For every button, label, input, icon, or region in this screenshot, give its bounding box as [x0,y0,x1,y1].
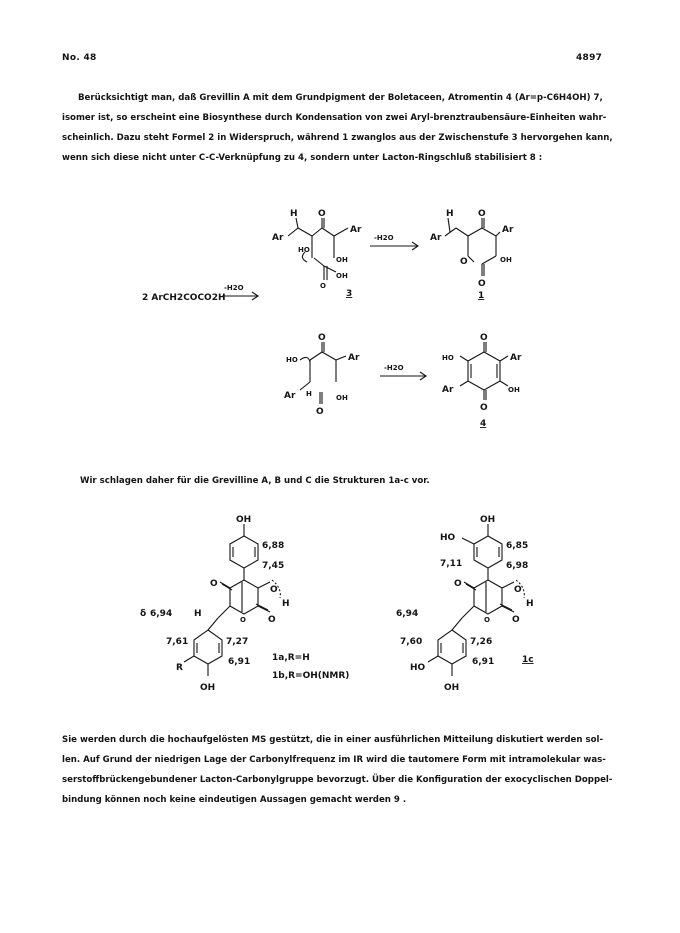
oh-label: OH [336,256,348,264]
h-label: H [306,390,312,398]
o-label: O [240,616,246,624]
o-label: O [210,579,218,589]
ho-label: HO [298,246,310,254]
proposal-text: Wir schlagen daher für die Grevilline A, B und C die Strukturen 1a-c vor. [80,476,430,486]
o-label: O [318,209,326,219]
intro-line: isomer ist, so erscheint eine Biosynthese durch Kondensation von zwei Aryl-brenztraubensäure-Einheiten wahr- [62,113,607,123]
ar-label: Ar [510,353,522,363]
page-number: 4897 [576,53,603,63]
nmr-shift: 7,27 [226,637,249,647]
ar-label: Ar [442,385,454,395]
ar-label: Ar [272,233,284,243]
intro-line: wenn sich diese nicht unter C-C-Verknüpfung zu 4, sondern unter Lacton-Ringschluß stabilisiert 8 : [62,153,543,163]
minus-water-label: -H2O [224,284,244,292]
nmr-shift: 7,60 [400,637,423,647]
o-label: O [320,282,326,290]
compound-1c-label: 1c [522,655,534,665]
oh-label: OH [200,683,216,693]
h-label: H [290,209,298,219]
closing-line: Sie werden durch die hochaufgelösten MS gestützt, die in einer ausführlichen Mitteilung diskutiert werden sol- [62,735,604,745]
o-label: O [316,407,324,417]
oh-label: OH [236,515,252,525]
compound-1a-label: 1a,R=H [272,653,310,663]
o-label: O [318,333,326,343]
nmr-shift: 6,91 [228,657,251,667]
closing-line: len. Auf Grund der niedrigen Lage der Carbonylfrequenz im IR wird die tautomere Form mit intramolekular was- [62,755,606,765]
minus-water-label: -H2O [374,234,394,242]
ar-label: Ar [350,225,362,235]
o-label: O [514,585,522,595]
o-label: O [480,403,488,413]
o-label: O [478,209,486,219]
ho-label: HO [442,354,454,362]
o-label: O [480,333,488,343]
nmr-shift: 6,94 [150,609,173,619]
nmr-shift: 7,61 [166,637,189,647]
nmr-shift: 7,26 [470,637,493,647]
h-label: H [194,609,202,619]
ho-label: HO [440,533,456,543]
closing-paragraph [62,730,622,810]
compound-1b-label: 1b,R=OH(NMR) [272,671,350,681]
nmr-shift: 6,85 [506,541,529,551]
ho-label: HO [410,663,426,673]
ar-label: Ar [348,353,360,363]
o-label: O [270,585,278,595]
oh-label: OH [336,394,348,402]
nmr-shift: 6,94 [396,609,419,619]
delta-symbol: δ [140,609,147,619]
nmr-shift: 6,98 [506,561,529,571]
ar-label: Ar [430,233,442,243]
o-label: O [454,579,462,589]
closing-line: bindung können noch keine eindeutigen Aussagen gemacht werden 9 . [62,795,407,805]
ar-label: Ar [502,225,514,235]
oh-label: OH [444,683,460,693]
h-label: H [446,209,454,219]
reactant-label: 2 ArCH2COCO2H [142,293,226,303]
nmr-shift: 7,11 [440,559,463,569]
h-label: H [282,599,290,609]
o-label: O [484,616,490,624]
closing-line: serstoffbrückengebundener Lacton-Carbonylgruppe bevorzugt. Über die Konfiguration der exocyclischen Doppel- [62,775,613,785]
o-label: O [268,615,276,625]
compound-4-label: 4 [480,419,487,429]
issue-number: No. 48 [62,53,97,63]
o-label: O [460,257,468,267]
oh-label: OH [508,386,520,394]
ar-label: Ar [284,391,296,401]
nmr-shift: 6,91 [472,657,495,667]
compound-3-label: 3 [346,289,353,299]
intro-line: scheinlich. Dazu steht Formel 2 in Widerspruch, während 1 zwanglos aus der Zwischenstufe 3 hervorgehen kann, [62,133,613,143]
oh-label: OH [500,256,512,264]
oh-label: OH [336,272,348,280]
o-label: O [478,279,486,289]
ho-label: HO [286,356,298,364]
intro-line: Berücksichtigt man, daß Grevillin A mit dem Grundpigment der Boletaceen, Atromentin 4 (Ar=p-C6H4OH) 7, [78,93,603,103]
minus-water-label: -H2O [384,364,404,372]
o-label: O [512,615,520,625]
nmr-shift: 7,45 [262,561,285,571]
r-label: R [176,663,183,673]
nmr-shift: 6,88 [262,541,285,551]
oh-label: OH [480,515,496,525]
compound-1-label: 1 [478,291,485,301]
h-label: H [526,599,534,609]
